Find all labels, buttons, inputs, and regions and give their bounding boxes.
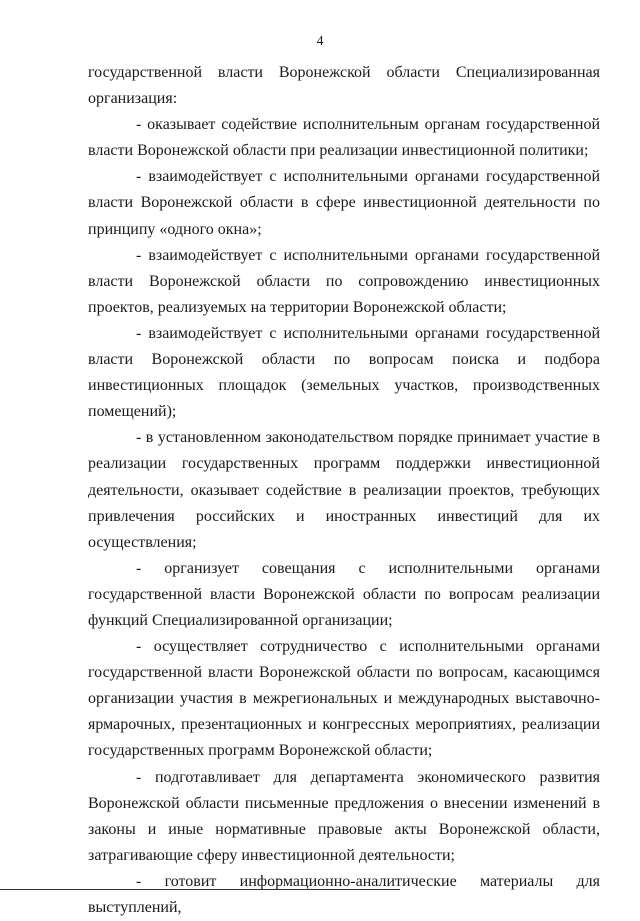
paragraph-continuation: государственной власти Воронежской области Специализированная организация: <box>88 64 600 108</box>
list-item-one-window: - взаимодействует с исполнительными органами государственной власти Воронежской области в сфере инвестиционной деятельности по принципу «одного окна»; <box>88 168 600 238</box>
list-item-meetings: - организует совещания с исполнительными органами государственной власти Воронежской области по вопросам реализации функций Специализированной организации; <box>88 559 600 629</box>
document-body <box>88 60 600 921</box>
list-item-project-support: - взаимодействует с исполнительными органами государственной власти Воронежской области по сопровождению инвестиционных проектов, реализуемых на территории Воронежской области; <box>88 246 600 316</box>
list-item-proposals: - подготавливает для департамента экономического развития Воронежской области письменные предложения о внесении изменений в законы и иные нормативные правовые акты Воронежской области, затрагивающие сферу инвестиционной деятельности; <box>88 768 600 864</box>
list-item-site-search: - взаимодействует с исполнительными органами государственной власти Воронежской области по вопросам поиска и подбора инвестиционных площадок (земельных участков, производственных помещений); <box>88 324 600 421</box>
list-item-materials: - готовит информационно-аналитические материалы для выступлений, <box>88 872 600 916</box>
footer-rule <box>0 889 400 890</box>
list-item-state-programs: - в установленном законодательством порядке принимает участие в реализации государственных программ поддержки инвестиционной деятельности, оказывает содействие в реализации проектов, требующих привлечения российских и иностранных инвестиций для их осуществления; <box>88 429 600 551</box>
page-number: 4 <box>316 34 324 49</box>
list-item-cooperation: - осуществляет сотрудничество с исполнительными органами государственной власти Воронежской области по вопросам, касающимся организации участия в межрегиональных и международных выставочно-ярмарочных, презентационных и конгрессных мероприятиях, реализации государственных программ Воронежской области; <box>88 638 600 760</box>
list-item-assists: - оказывает содействие исполнительным органам государственной власти Воронежской области при реализации инвестиционной политики; <box>88 116 600 160</box>
